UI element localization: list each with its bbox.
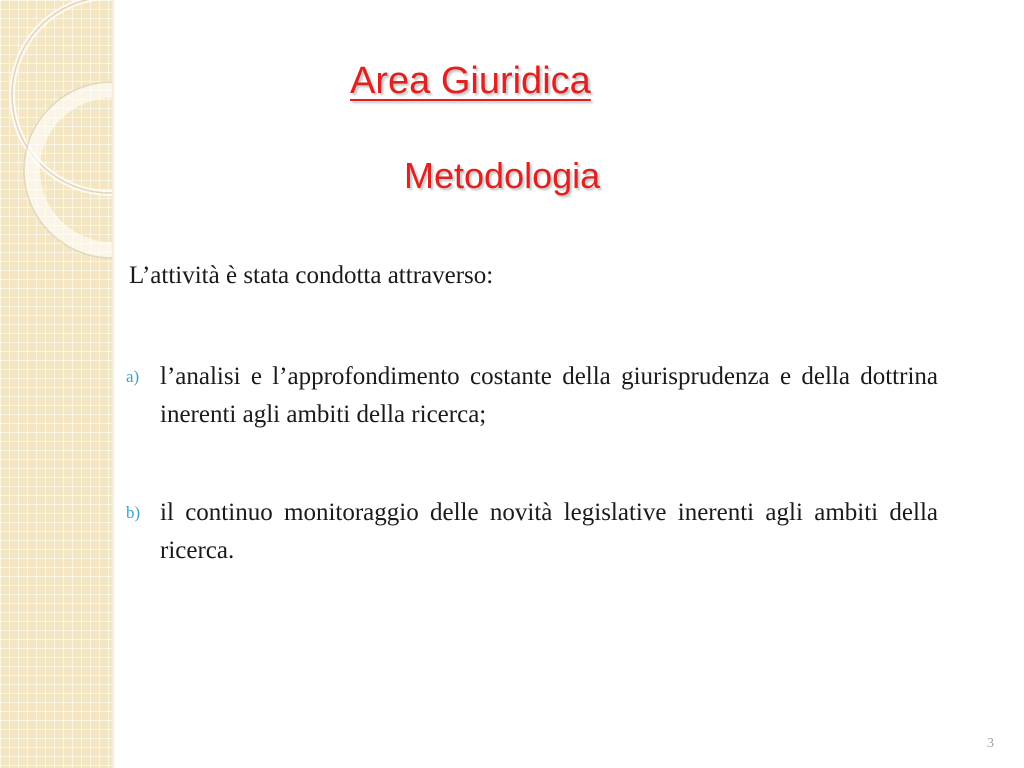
bullet-text: il continuo monitoraggio delle novità legislative inerenti agli ambiti della ricerca. bbox=[160, 499, 938, 564]
decorative-rings bbox=[0, 0, 112, 768]
bullet-list bbox=[126, 358, 938, 630]
bullet-marker: a) bbox=[126, 367, 140, 386]
page-number: 3 bbox=[987, 736, 994, 751]
decorative-side-strip bbox=[0, 0, 114, 768]
bullet-marker: b) bbox=[126, 503, 141, 522]
slide-title: Area Giuridica bbox=[350, 60, 591, 102]
intro-text: L’attività è stata condotta attraverso: bbox=[129, 262, 494, 289]
slide-subtitle: Metodologia bbox=[404, 155, 601, 196]
list-item bbox=[126, 358, 938, 434]
bullet-text: l’analisi e l’approfondimento costante della giurisprudenza e della dottrina inerenti agli ambiti della ricerca; bbox=[160, 363, 938, 428]
list-item bbox=[126, 494, 938, 570]
